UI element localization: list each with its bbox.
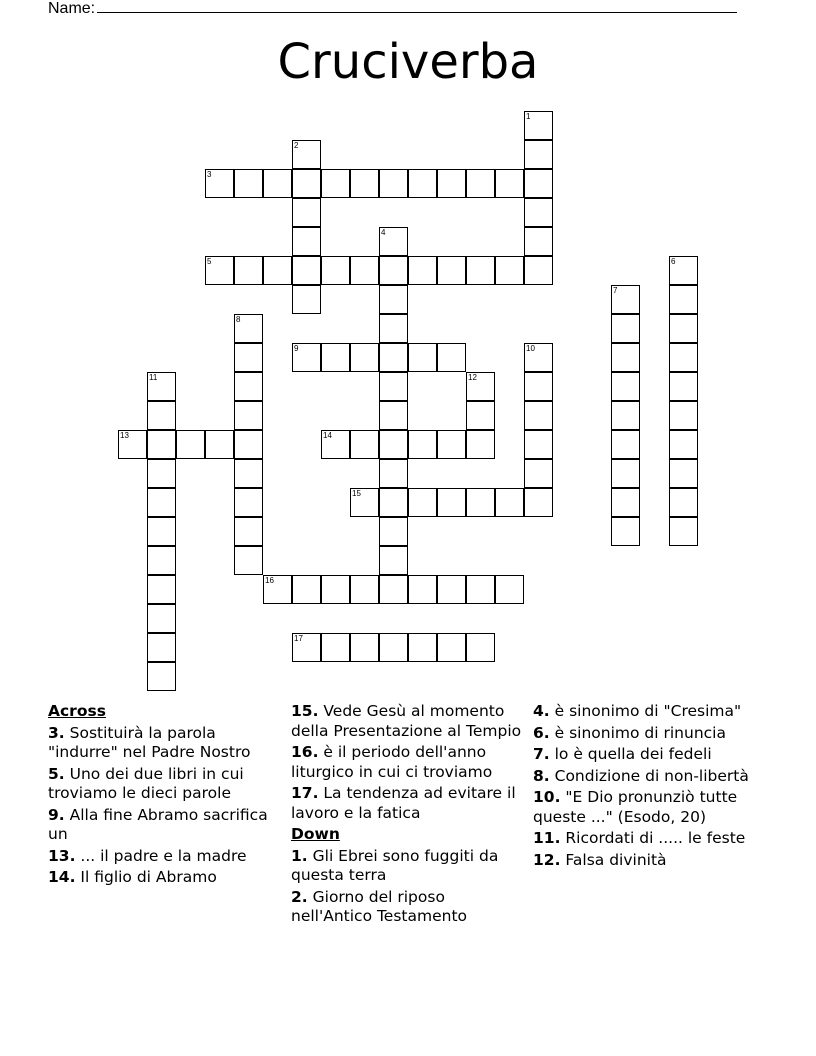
grid-cell[interactable] <box>437 256 466 285</box>
grid-cell[interactable] <box>611 343 640 372</box>
grid-cell[interactable] <box>669 256 698 285</box>
down-clue-8: 8. Condizione di non-libertà <box>533 766 749 785</box>
across-clue-16: 16. è il periodo dell'anno liturgico in cui ci troviamo <box>291 743 493 781</box>
grid-cell[interactable] <box>147 604 176 633</box>
cell-number: 4 <box>381 228 386 237</box>
grid-cell[interactable] <box>524 343 553 372</box>
grid-cell[interactable] <box>379 517 408 546</box>
down-clue-7: 7. lo è quella dei fedeli <box>533 745 712 763</box>
grid-cell[interactable] <box>350 488 379 517</box>
grid-cell[interactable] <box>379 430 408 459</box>
grid-cell[interactable] <box>234 488 263 517</box>
grid-cell[interactable] <box>350 256 379 285</box>
grid-cell[interactable] <box>321 343 350 372</box>
grid-cell[interactable] <box>408 488 437 517</box>
grid-cell[interactable] <box>263 169 292 198</box>
grid-cell[interactable] <box>234 430 263 459</box>
grid-cell[interactable] <box>437 633 466 662</box>
cell-number: 16 <box>265 576 274 585</box>
grid-cell[interactable] <box>524 169 553 198</box>
grid-cell[interactable] <box>611 517 640 546</box>
grid-cell[interactable] <box>408 343 437 372</box>
grid-cell[interactable] <box>524 140 553 169</box>
grid-cell[interactable] <box>147 488 176 517</box>
grid-cell[interactable] <box>669 430 698 459</box>
grid-cell[interactable] <box>292 140 321 169</box>
across-clue-3: 3. Sostituirà la parola "indurre" nel Padre Nostro <box>48 723 251 761</box>
grid-cell[interactable] <box>437 575 466 604</box>
grid-cell[interactable] <box>350 575 379 604</box>
grid-cell[interactable] <box>379 372 408 401</box>
grid-cell[interactable] <box>205 430 234 459</box>
grid-cell[interactable] <box>437 430 466 459</box>
across-clue-9: 9. Alla fine Abramo sacrifica un <box>48 805 268 843</box>
grid-cell[interactable] <box>495 169 524 198</box>
grid-cell[interactable] <box>466 256 495 285</box>
down-heading: Down <box>291 825 340 843</box>
grid-cell[interactable] <box>234 401 263 430</box>
grid-cell[interactable] <box>234 256 263 285</box>
grid-cell[interactable] <box>350 169 379 198</box>
grid-cell[interactable] <box>379 169 408 198</box>
cell-number: 8 <box>236 315 241 324</box>
grid-cell[interactable] <box>379 314 408 343</box>
grid-cell[interactable] <box>408 256 437 285</box>
grid-cell[interactable] <box>350 633 379 662</box>
grid-cell[interactable] <box>611 285 640 314</box>
grid-cell[interactable] <box>524 430 553 459</box>
grid-cell[interactable] <box>669 343 698 372</box>
grid-cell[interactable] <box>350 343 379 372</box>
grid-cell[interactable] <box>466 401 495 430</box>
cell-number: 14 <box>323 431 332 440</box>
grid-cell[interactable] <box>350 430 379 459</box>
grid-cell[interactable] <box>321 633 350 662</box>
grid-cell[interactable] <box>147 401 176 430</box>
grid-cell[interactable] <box>611 488 640 517</box>
grid-cell[interactable] <box>205 169 234 198</box>
across-heading: Across <box>48 702 106 720</box>
grid-cell[interactable] <box>669 488 698 517</box>
grid-cell[interactable] <box>292 633 321 662</box>
grid-cell[interactable] <box>524 227 553 256</box>
cell-number: 6 <box>671 257 676 266</box>
across-clue-15: 15. Vede Gesù al momento della Presentazione al Tempio <box>291 702 522 740</box>
grid-cell[interactable] <box>408 430 437 459</box>
grid-cell[interactable] <box>234 343 263 372</box>
down-clue-11: 11. Ricordati di ..... le feste <box>533 829 746 847</box>
grid-cell[interactable] <box>379 546 408 575</box>
cell-number: 7 <box>613 286 618 295</box>
down-clue-4: 4. è sinonimo di "Cresima" <box>533 702 742 720</box>
grid-cell[interactable] <box>408 575 437 604</box>
grid-cell[interactable] <box>321 256 350 285</box>
cell-number: 10 <box>526 344 535 353</box>
grid-cell[interactable] <box>147 662 176 691</box>
grid-cell[interactable] <box>292 169 321 198</box>
grid-cell[interactable] <box>669 459 698 488</box>
grid-cell[interactable] <box>669 285 698 314</box>
grid-cell[interactable] <box>466 169 495 198</box>
grid-cell[interactable] <box>379 227 408 256</box>
grid-cell[interactable] <box>379 401 408 430</box>
grid-cell[interactable] <box>379 575 408 604</box>
grid-cell[interactable] <box>669 314 698 343</box>
grid-cell[interactable] <box>379 343 408 372</box>
cell-number: 13 <box>120 431 129 440</box>
clues-column-3 <box>533 702 783 872</box>
cell-number: 5 <box>207 257 212 266</box>
clues-column-1 <box>48 702 284 890</box>
grid-cell[interactable] <box>524 256 553 285</box>
down-clue-2: 2. Giorno del riposo nell'Antico Testamento <box>291 887 468 925</box>
across-clue-14: 14. Il figlio di Abramo <box>48 868 217 886</box>
grid-cell[interactable] <box>147 517 176 546</box>
grid-cell[interactable] <box>437 169 466 198</box>
grid-cell[interactable] <box>379 633 408 662</box>
across-clue-17: 17. La tendenza ad evitare il lavoro e la fatica <box>291 784 516 822</box>
grid-cell[interactable] <box>176 430 205 459</box>
grid-cell[interactable] <box>292 227 321 256</box>
grid-cell[interactable] <box>147 430 176 459</box>
name-label: Name: <box>48 0 96 17</box>
grid-cell[interactable] <box>669 401 698 430</box>
grid-cell[interactable] <box>408 633 437 662</box>
grid-cell[interactable] <box>495 575 524 604</box>
grid-cell[interactable] <box>669 517 698 546</box>
cell-number: 3 <box>207 170 212 179</box>
grid-cell[interactable] <box>408 169 437 198</box>
grid-cell[interactable] <box>611 401 640 430</box>
grid-cell[interactable] <box>292 343 321 372</box>
cell-number: 9 <box>294 344 299 353</box>
grid-cell[interactable] <box>292 575 321 604</box>
grid-cell[interactable] <box>321 169 350 198</box>
cell-number: 1 <box>526 112 531 121</box>
cell-number: 15 <box>352 489 361 498</box>
down-clue-1: 1. Gli Ebrei sono fuggiti da questa terra <box>291 846 499 884</box>
grid-cell[interactable] <box>466 575 495 604</box>
cell-number: 12 <box>468 373 477 382</box>
grid-cell[interactable] <box>466 488 495 517</box>
grid-cell[interactable] <box>263 256 292 285</box>
across-clue-5: 5. Uno dei due libri in cui troviamo le dieci parole <box>48 764 244 802</box>
grid-cell[interactable] <box>466 372 495 401</box>
grid-cell[interactable] <box>234 459 263 488</box>
grid-cell[interactable] <box>263 575 292 604</box>
grid-cell[interactable] <box>147 459 176 488</box>
grid-cell[interactable] <box>292 256 321 285</box>
clues-column-2 <box>291 702 527 929</box>
grid-cell[interactable] <box>234 372 263 401</box>
grid-cell[interactable] <box>118 430 147 459</box>
grid-cell[interactable] <box>379 285 408 314</box>
grid-cell[interactable] <box>495 488 524 517</box>
grid-cell[interactable] <box>466 633 495 662</box>
grid-cell[interactable] <box>437 488 466 517</box>
grid-cell[interactable] <box>379 459 408 488</box>
grid-cell[interactable] <box>321 575 350 604</box>
grid-cell[interactable] <box>234 517 263 546</box>
down-clue-6: 6. è sinonimo di rinuncia <box>533 723 726 742</box>
grid-cell[interactable] <box>292 285 321 314</box>
grid-cell[interactable] <box>524 459 553 488</box>
grid-cell[interactable] <box>147 546 176 575</box>
grid-cell[interactable] <box>321 430 350 459</box>
grid-cell[interactable] <box>379 256 408 285</box>
cell-number: 17 <box>294 634 303 643</box>
grid-cell[interactable] <box>524 401 553 430</box>
grid-cell[interactable] <box>147 372 176 401</box>
grid-cell[interactable] <box>611 430 640 459</box>
grid-cell[interactable] <box>611 459 640 488</box>
page-title: Cruciverba <box>277 34 539 90</box>
grid-cell[interactable] <box>147 633 176 662</box>
down-clue-12: 12. Falsa divinità <box>533 850 667 869</box>
across-clue-13: 13. ... il padre e la madre <box>48 846 247 865</box>
grid-cell[interactable] <box>466 430 495 459</box>
grid-cell[interactable] <box>524 488 553 517</box>
cell-number: 11 <box>149 373 158 382</box>
grid-cell[interactable] <box>669 372 698 401</box>
cell-number: 2 <box>294 141 299 150</box>
grid-cell[interactable] <box>234 546 263 575</box>
grid-cell[interactable] <box>524 198 553 227</box>
down-clue-10: 10. "E Dio pronunziò tutte queste ..." (Esodo, 20) <box>533 788 738 826</box>
grid-cell[interactable] <box>611 372 640 401</box>
grid-cell[interactable] <box>611 314 640 343</box>
grid-cell[interactable] <box>437 343 466 372</box>
grid-cell[interactable] <box>524 372 553 401</box>
grid-cell[interactable] <box>379 488 408 517</box>
grid-cell[interactable] <box>524 111 553 140</box>
grid-cell[interactable] <box>147 575 176 604</box>
grid-cell[interactable] <box>205 256 234 285</box>
grid-cell[interactable] <box>234 169 263 198</box>
grid-cell[interactable] <box>292 198 321 227</box>
grid-cell[interactable] <box>234 314 263 343</box>
grid-cell[interactable] <box>495 256 524 285</box>
